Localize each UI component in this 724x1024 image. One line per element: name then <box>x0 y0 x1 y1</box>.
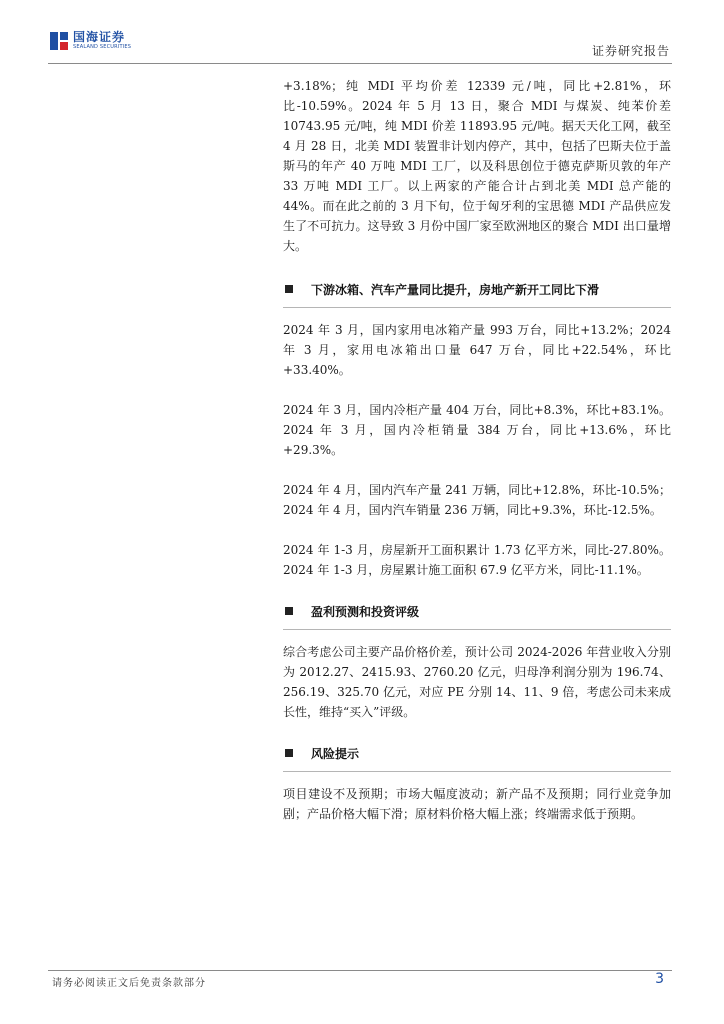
section-heading-risk <box>283 740 671 766</box>
bullet-square-icon <box>285 749 293 757</box>
section-title: 下游冰箱、汽车产量同比提升，房地产新开工同比下滑 <box>311 282 600 297</box>
page-number: 3 <box>655 971 664 987</box>
paragraph-risk: 项目建设不及预期；市场大幅度波动；新产品不及预期；同行业竞争加剧；产品价格大幅下滑；原材料价格大幅上涨；终端需求低于预期。 <box>283 787 671 821</box>
document-type-label: 证券研究报告 <box>591 44 670 58</box>
paragraph-real-estate: 2024 年 1-3 月，房屋新开工面积累计 1.73 亿平方米，同比-27.80%。2024 年 1-3 月，房屋累计施工面积 67.9 亿平方米，同比-11.1%。 <box>283 543 671 577</box>
logo-english-name: SEALAND SECURITIES <box>73 44 132 50</box>
paragraph-forecast: 综合考虑公司主要产品价格价差，预计公司 2024-2026 年营业收入分别为 2012.27、2415.93、2760.20 亿元，归母净利润分别为 196.74、256.19、325.70 亿元，对应 PE 分别 14、11、9 倍，考虑公司未来成长性，维持“买入”评级。 <box>283 645 671 719</box>
section-title: 风险提示 <box>311 746 360 761</box>
disclaimer-note: 请务必阅读正文后免责条款部分 <box>52 978 206 989</box>
header-divider <box>48 63 672 64</box>
section-divider <box>283 629 671 630</box>
section-divider <box>283 771 671 772</box>
bullet-square-icon <box>285 285 293 293</box>
paragraph-auto: 2024 年 4 月，国内汽车产量 241 万辆，同比+12.8%，环比-10.5%；2024 年 4 月，国内汽车销量 236 万辆，同比+9.3%，环比-12.5%。 <box>283 483 671 517</box>
paragraph-freezer: 2024 年 3 月，国内冷柜产量 404 万台，同比+8.3%，环比+83.1%。2024 年 3 月，国内冷柜销量 384 万台，同比+13.6%，环比+29.3%。 <box>283 403 671 457</box>
logo-mark-icon <box>50 32 68 50</box>
page-header <box>0 0 724 64</box>
footer-divider <box>48 970 672 971</box>
report-body <box>283 76 671 824</box>
bullet-square-icon <box>285 607 293 615</box>
company-logo <box>50 31 131 50</box>
intro-paragraph: +3.18%；纯 MDI 平均价差 12339 元/吨，同比+2.81%，环比-10.59%。2024 年 5 月 13 日，聚合 MDI 与煤炭、纯苯价差 10743.95 元/吨，纯 MDI 价差 11893.95 元/吨。据天天化工网，截至 4 月 28 日，北美 MDI 装置非计划内停产，其中，包括了巴斯夫位于盖斯马的年产 40 万吨 MDI 工厂，以及科思创位于德克萨斯贝敦的年产 33 万吨 MDI 工厂。以上两家的产能合计占到北美 MDI 总产能的 44%。而在此之前的 3 月下旬，位于匈牙利的宝思德 MDI 产品供应发生了不可抗力。这导致 3 月份中国厂家至欧洲地区的聚合 MDI 出口量增大。 <box>283 79 671 253</box>
section-heading-forecast <box>283 598 671 624</box>
paragraph-fridge: 2024 年 3 月，国内家用电冰箱产量 993 万台，同比+13.2%；2024 年 3 月，家用电冰箱出口量 647 万台，同比+22.54%，环比+33.40%。 <box>283 323 671 377</box>
logo-chinese-name: 国海证券 <box>73 30 126 44</box>
section-divider <box>283 307 671 308</box>
section-title: 盈利预测和投资评级 <box>311 604 420 619</box>
section-heading-downstream <box>283 276 671 302</box>
